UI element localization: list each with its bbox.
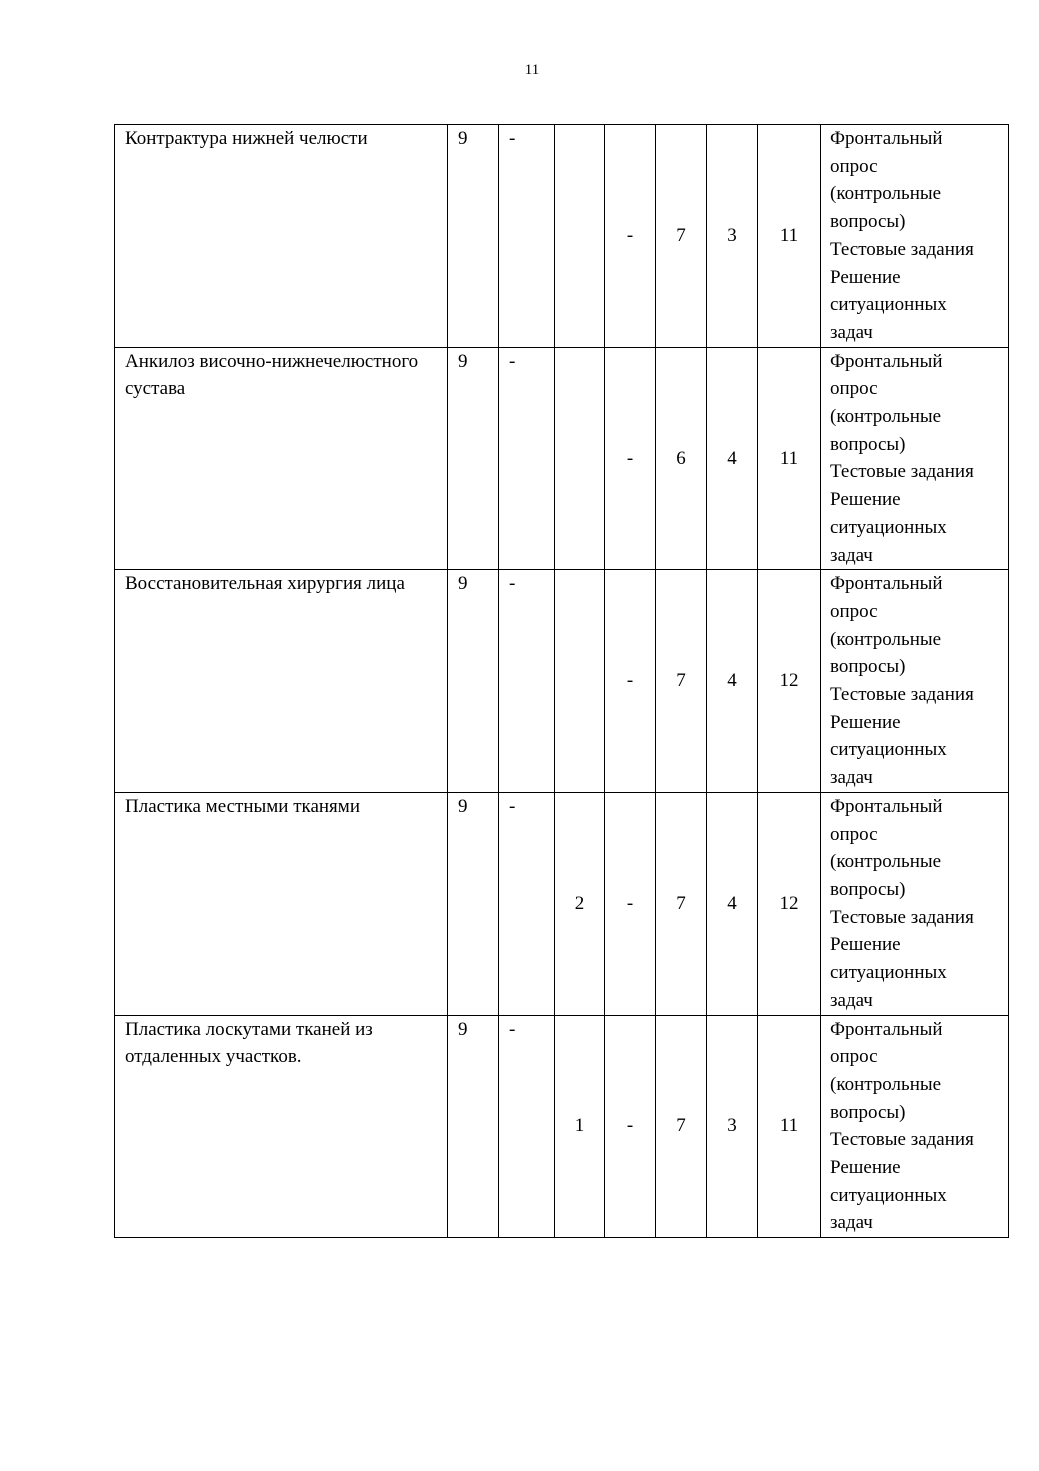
- control-form-line: вопросы): [830, 1101, 906, 1123]
- table-row: [115, 1015, 1009, 1238]
- value-cell-1: 9: [448, 792, 499, 1015]
- control-form-line: ситуационных: [830, 739, 947, 761]
- control-form-line: Решение: [830, 1157, 901, 1179]
- control-form-line: Фронтальный: [830, 1018, 943, 1040]
- control-form-line: задач: [830, 767, 873, 789]
- value-cell-1: 9: [448, 125, 499, 348]
- value-cell-4: -: [605, 792, 656, 1015]
- control-form-line: Тестовые задания: [830, 684, 974, 706]
- control-form-cell: [821, 792, 1009, 1015]
- value-cell-7: 11: [758, 1015, 821, 1238]
- control-form-line: опрос: [830, 155, 878, 177]
- value-cell-4: -: [605, 1015, 656, 1238]
- value-cell-2: -: [499, 125, 555, 348]
- table-body: [115, 125, 1009, 1238]
- value-cell-4: -: [605, 347, 656, 570]
- value-cell-5: 7: [656, 792, 707, 1015]
- control-form-cell: [821, 570, 1009, 793]
- value-cell-4: -: [605, 570, 656, 793]
- value-cell-5: 7: [656, 570, 707, 793]
- control-form-line: Фронтальный: [830, 350, 943, 372]
- topic-cell: Контрактура нижней челюсти: [115, 125, 448, 348]
- page-number: 11: [524, 62, 540, 78]
- table-row: [115, 570, 1009, 793]
- control-form-line: Решение: [830, 489, 901, 511]
- value-cell-6: 3: [707, 1015, 758, 1238]
- control-form-line: Решение: [830, 711, 901, 733]
- value-cell-5: 6: [656, 347, 707, 570]
- control-form-line: Фронтальный: [830, 128, 943, 149]
- value-cell-1: 9: [448, 570, 499, 793]
- control-form-line: Тестовые задания: [830, 238, 974, 260]
- topic-cell: Анкилоз височно-нижнечелюстного сустава: [115, 347, 448, 570]
- control-form-line: Фронтальный: [830, 795, 943, 817]
- value-cell-5: 7: [656, 125, 707, 348]
- control-form-line: (контрольные: [830, 1073, 942, 1095]
- topic-cell: Пластика местными тканями: [115, 792, 448, 1015]
- value-cell-1: 9: [448, 1015, 499, 1238]
- control-form-line: вопросы): [830, 878, 906, 900]
- value-cell-3: [555, 347, 605, 570]
- control-form-line: опрос: [830, 1046, 878, 1068]
- table-row: [115, 125, 1009, 348]
- value-cell-6: 4: [707, 347, 758, 570]
- topic-cell: Пластика лоскутами тканей из отдаленных участков.: [115, 1015, 448, 1238]
- value-cell-1: 9: [448, 347, 499, 570]
- control-form-line: ситуационных: [830, 962, 947, 984]
- value-cell-3: [555, 570, 605, 793]
- value-cell-7: 11: [758, 347, 821, 570]
- control-form-line: вопросы): [830, 211, 906, 233]
- control-form-line: ситуационных: [830, 516, 947, 538]
- control-form-line: задач: [830, 321, 873, 343]
- value-cell-4: -: [605, 125, 656, 348]
- control-form-line: задач: [830, 989, 873, 1011]
- control-form-line: опрос: [830, 823, 878, 845]
- control-form-line: Решение: [830, 934, 901, 956]
- value-cell-7: 12: [758, 792, 821, 1015]
- control-form-line: (контрольные: [830, 628, 942, 650]
- control-form-line: опрос: [830, 378, 878, 400]
- value-cell-3: 2: [555, 792, 605, 1015]
- value-cell-2: -: [499, 570, 555, 793]
- control-form-line: Тестовые задания: [830, 906, 974, 928]
- control-form-line: вопросы): [830, 656, 906, 678]
- value-cell-5: 7: [656, 1015, 707, 1238]
- control-form-line: (контрольные: [830, 851, 942, 873]
- curriculum-table: [114, 124, 1009, 1238]
- control-form-line: (контрольные: [830, 406, 942, 428]
- value-cell-7: 12: [758, 570, 821, 793]
- value-cell-6: 4: [707, 570, 758, 793]
- control-form-cell: [821, 125, 1009, 348]
- control-form-line: Решение: [830, 266, 901, 288]
- value-cell-2: -: [499, 792, 555, 1015]
- value-cell-7: 11: [758, 125, 821, 348]
- control-form-line: задач: [830, 544, 873, 566]
- value-cell-6: 4: [707, 792, 758, 1015]
- value-cell-3: 1: [555, 1015, 605, 1238]
- control-form-line: ситуационных: [830, 294, 947, 316]
- value-cell-3: [555, 125, 605, 348]
- control-form-cell: [821, 1015, 1009, 1238]
- control-form-line: ситуационных: [830, 1184, 947, 1206]
- control-form-line: опрос: [830, 600, 878, 622]
- control-form-line: задач: [830, 1212, 873, 1234]
- control-form-line: Тестовые задания: [830, 461, 974, 483]
- table-row: [115, 792, 1009, 1015]
- control-form-line: вопросы): [830, 433, 906, 455]
- control-form-line: Тестовые задания: [830, 1129, 974, 1151]
- value-cell-6: 3: [707, 125, 758, 348]
- topic-cell: Восстановительная хирургия лица: [115, 570, 448, 793]
- control-form-cell: [821, 347, 1009, 570]
- control-form-line: (контрольные: [830, 183, 942, 205]
- value-cell-2: -: [499, 347, 555, 570]
- table-row: [115, 347, 1009, 570]
- value-cell-2: -: [499, 1015, 555, 1238]
- control-form-line: Фронтальный: [830, 573, 943, 595]
